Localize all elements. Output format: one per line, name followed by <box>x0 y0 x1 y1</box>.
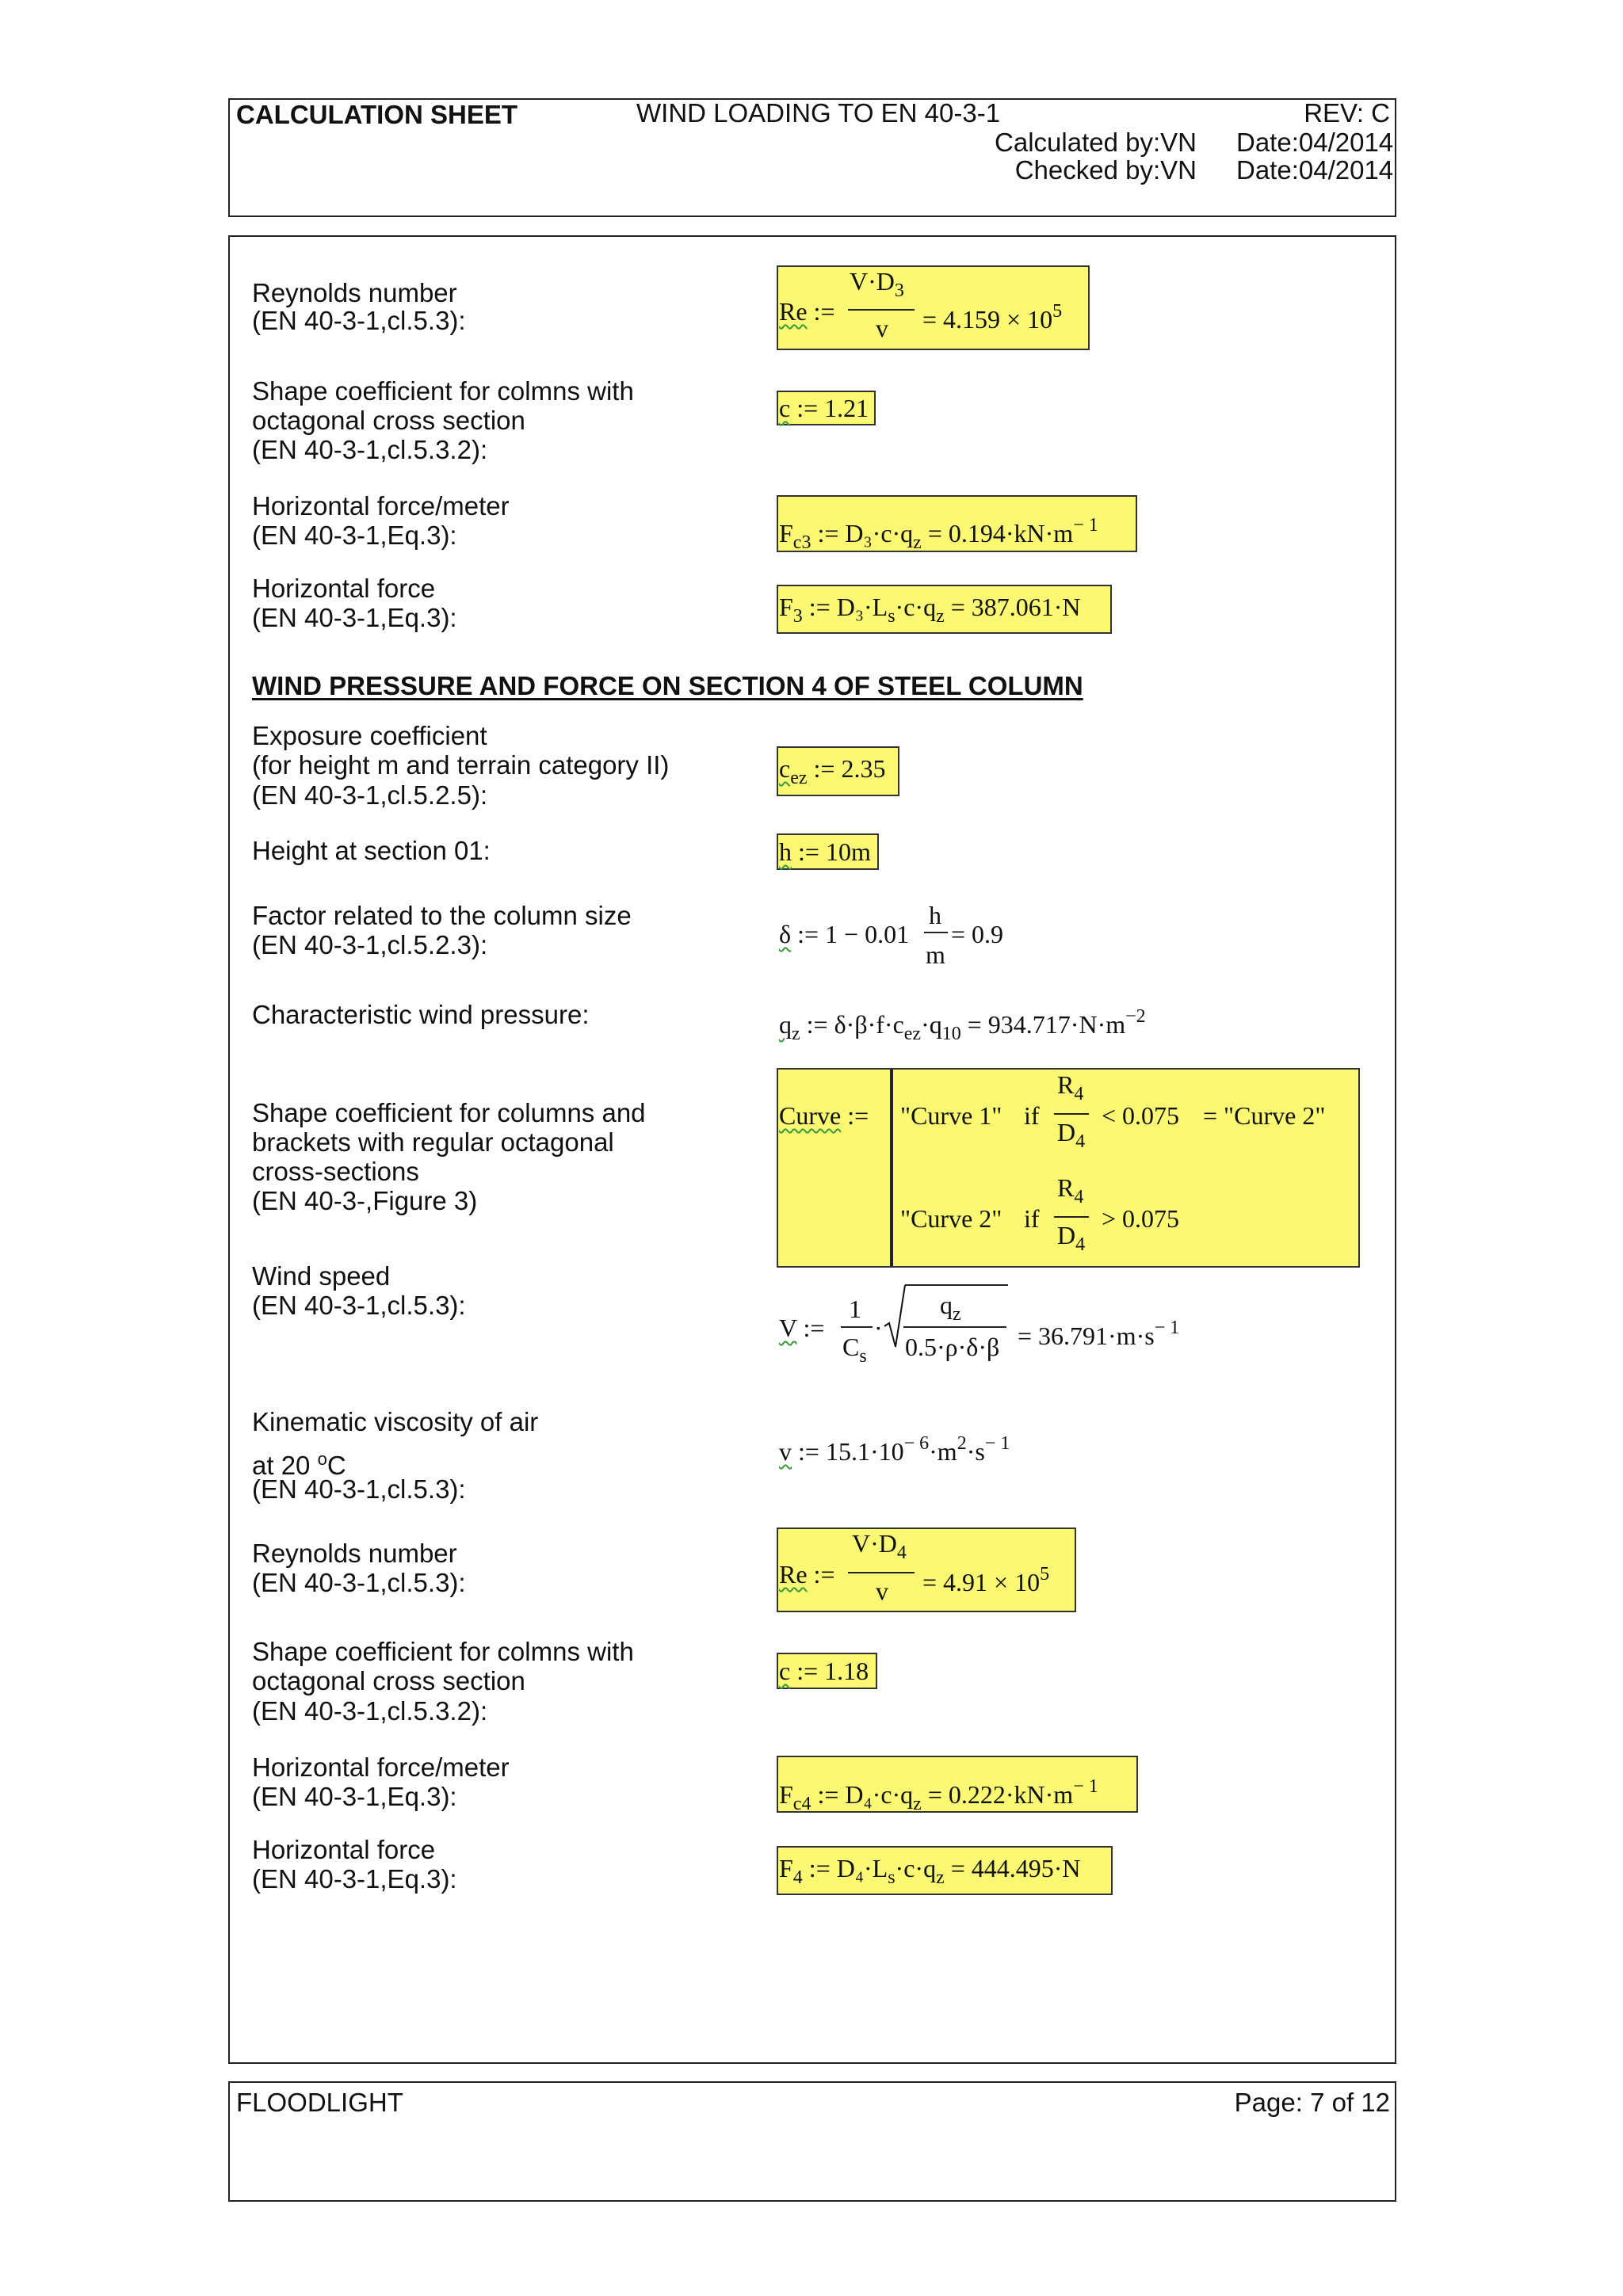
cez-label-2: (for height m and terrain category II) <box>252 750 670 780</box>
f3-ref: (EN 40-3-1,Eq.3): <box>252 603 457 632</box>
fc4-ref: (EN 40-3-1,Eq.3): <box>252 1782 457 1811</box>
v-f2-num: $q_z$ <box>940 1291 961 1325</box>
calculated-date: Date:04/2014 <box>1236 128 1394 157</box>
v-sqrt-sign <box>883 1282 907 1350</box>
nu-label-2: at 20 $^o$C <box>252 1449 346 1480</box>
re4-ref: (EN 40-3-1,cl.5.3): <box>252 1568 466 1597</box>
c3-formula: c := 1.21 <box>779 394 869 422</box>
cez-ref: (EN 40-3-1,cl.5.2.5): <box>252 780 488 810</box>
cez-formula: $c_{ez}$ := 2.35 <box>779 754 886 788</box>
c4-label: Shape coefficient for colmns with <box>252 1637 634 1666</box>
cez-label: Exposure coefficient <box>252 721 487 750</box>
v-f1-num: 1 <box>849 1295 861 1323</box>
delta-ref: (EN 40-3-1,cl.5.2.3): <box>252 930 488 959</box>
re3-denominator: v <box>876 314 888 342</box>
curve-case2-op: > 0.075 <box>1102 1204 1180 1233</box>
curve-lhs: Curve := <box>779 1101 869 1130</box>
curve-case1-den: $D_4$ <box>1057 1118 1086 1152</box>
delta-numerator: h <box>929 901 941 929</box>
fc3-label: Horizontal force/meter <box>252 491 510 521</box>
footer-page-number: Page: 7 of 12 <box>1234 2088 1390 2117</box>
c3-label-2: octagonal cross section <box>252 406 525 435</box>
delta-fraction-bar <box>924 932 948 933</box>
re3-ref: (EN 40-3-1,cl.5.3): <box>252 306 466 335</box>
v-f2-bar <box>903 1326 1006 1328</box>
footer-project: FLOODLIGHT <box>236 2088 403 2117</box>
v-lhs: V := <box>779 1314 825 1342</box>
checked-by: Checked by:VN <box>1014 155 1197 185</box>
qz-label: Characteristic wind pressure: <box>252 1000 590 1029</box>
fc4-formula: $F_{c4}$ := $D_4\cdot c\cdot q_z = 0.222\cdot kN\cdot m^{- 1}$ <box>779 1776 1098 1814</box>
re3-result: = $4.159 \times 10^5$ <box>922 301 1063 334</box>
calculated-by: Calculated by:VN <box>995 128 1197 157</box>
curve-program-bar <box>890 1070 893 1266</box>
f4-label: Horizontal force <box>252 1835 436 1864</box>
delta-label: Factor related to the column size <box>252 901 632 930</box>
v-f1-den: $C_s$ <box>842 1333 867 1367</box>
curve-case1-value: "Curve 1" <box>900 1101 1002 1130</box>
nu-formula: v := $15.1\cdot 10^{- 6}\cdot m^2\cdot s^{- 1}$ <box>779 1433 1010 1466</box>
height-label: Height at section 01: <box>252 836 491 865</box>
re4-denominator: v <box>876 1577 888 1605</box>
re4-numerator: $V\cdot D_4$ <box>852 1529 907 1563</box>
c3-ref: (EN 40-3-1,cl.5.3.2): <box>252 435 488 464</box>
c4-formula: c := 1.18 <box>779 1657 869 1685</box>
checked-date: Date:04/2014 <box>1236 155 1394 185</box>
delta-result: = 0.9 <box>951 920 1004 948</box>
c4-ref: (EN 40-3-1,cl.5.3.2): <box>252 1696 488 1726</box>
f4-formula: $F_4$ := $D_4\cdot L_s\cdot c\cdot q_z = 444.495\cdot N$ <box>779 1854 1081 1888</box>
fc3-ref: (EN 40-3-1,Eq.3): <box>252 521 457 550</box>
v-dot: · <box>874 1314 883 1342</box>
v-label: Wind speed <box>252 1261 391 1291</box>
v-f1-bar <box>841 1326 873 1328</box>
re4-result: = $4.91 \times 10^5$ <box>922 1564 1050 1596</box>
curve-label: Shape coefficient for columns and <box>252 1098 646 1127</box>
v-sqrt-overbar <box>905 1284 1008 1286</box>
curve-case1-if: if <box>1024 1101 1040 1130</box>
v-ref: (EN 40-3-1,cl.5.3): <box>252 1291 466 1320</box>
re3-numerator: $V\cdot D_3$ <box>850 267 904 301</box>
nu-ref: (EN 40-3-1,cl.5.3): <box>252 1474 466 1504</box>
curve-case1-op: < 0.075 <box>1102 1101 1180 1130</box>
nu-label: Kinematic viscosity of air <box>252 1407 539 1436</box>
f4-ref: (EN 40-3-1,Eq.3): <box>252 1864 457 1894</box>
sheet-subject: WIND LOADING TO EN 40-3-1 <box>636 98 1001 128</box>
sheet-title: CALCULATION SHEET <box>236 100 518 129</box>
fc3-formula: $F_{c3}$ := $D_3\cdot c\cdot q_z = 0.194\cdot kN\cdot m^{- 1}$ <box>779 515 1098 553</box>
curve-label-2: brackets with regular octagonal <box>252 1127 614 1157</box>
curve-case1-bar <box>1054 1113 1089 1115</box>
re3-label: Reynolds number <box>252 278 457 307</box>
curve-ref: (EN 40-3-,Figure 3) <box>252 1186 478 1215</box>
fc4-label: Horizontal force/meter <box>252 1753 510 1782</box>
curve-case2-if: if <box>1024 1204 1040 1233</box>
f3-formula: $F_3$ := $D_3\cdot L_s\cdot c\cdot q_z = 387.061\cdot N$ <box>779 593 1081 627</box>
v-result: = $36.791\cdot m\cdot s^{- 1}$ <box>1018 1318 1180 1350</box>
c4-label-2: octagonal cross section <box>252 1666 525 1695</box>
curve-case2-bar <box>1054 1216 1089 1218</box>
re3-lhs: Re := <box>779 297 835 326</box>
curve-label-3: cross-sections <box>252 1157 419 1186</box>
curve-case1-num: $R_4$ <box>1057 1070 1084 1104</box>
curve-case2-num: $R_4$ <box>1057 1173 1084 1207</box>
revision: REV: C <box>1304 98 1390 128</box>
re4-fraction-bar <box>848 1572 915 1573</box>
delta-lhs: δ := 1 − 0.01 <box>779 920 910 948</box>
curve-case2-den: $D_4$ <box>1057 1221 1086 1255</box>
re4-lhs: Re := <box>779 1560 835 1589</box>
delta-denominator: m <box>926 940 945 969</box>
curve-case2-value: "Curve 2" <box>900 1204 1002 1233</box>
qz-formula: $q_z$ := $\delta\cdot\beta\cdot f\cdot c_{ez}\cdot q_{10} = 934.717\cdot N\cdot m^{-2}$ <box>779 1006 1146 1044</box>
height-formula: h := 10m <box>779 837 871 866</box>
re4-label: Reynolds number <box>252 1539 457 1568</box>
re3-fraction-bar <box>848 309 915 311</box>
section4-heading: WIND PRESSURE AND FORCE ON SECTION 4 OF STEEL COLUMN <box>252 671 1083 700</box>
v-f2-den: 0.5·ρ·δ·β <box>905 1333 1000 1361</box>
f3-label: Horizontal force <box>252 574 436 603</box>
c3-label: Shape coefficient for colmns with <box>252 376 634 406</box>
curve-result: = "Curve 2" <box>1203 1101 1326 1130</box>
